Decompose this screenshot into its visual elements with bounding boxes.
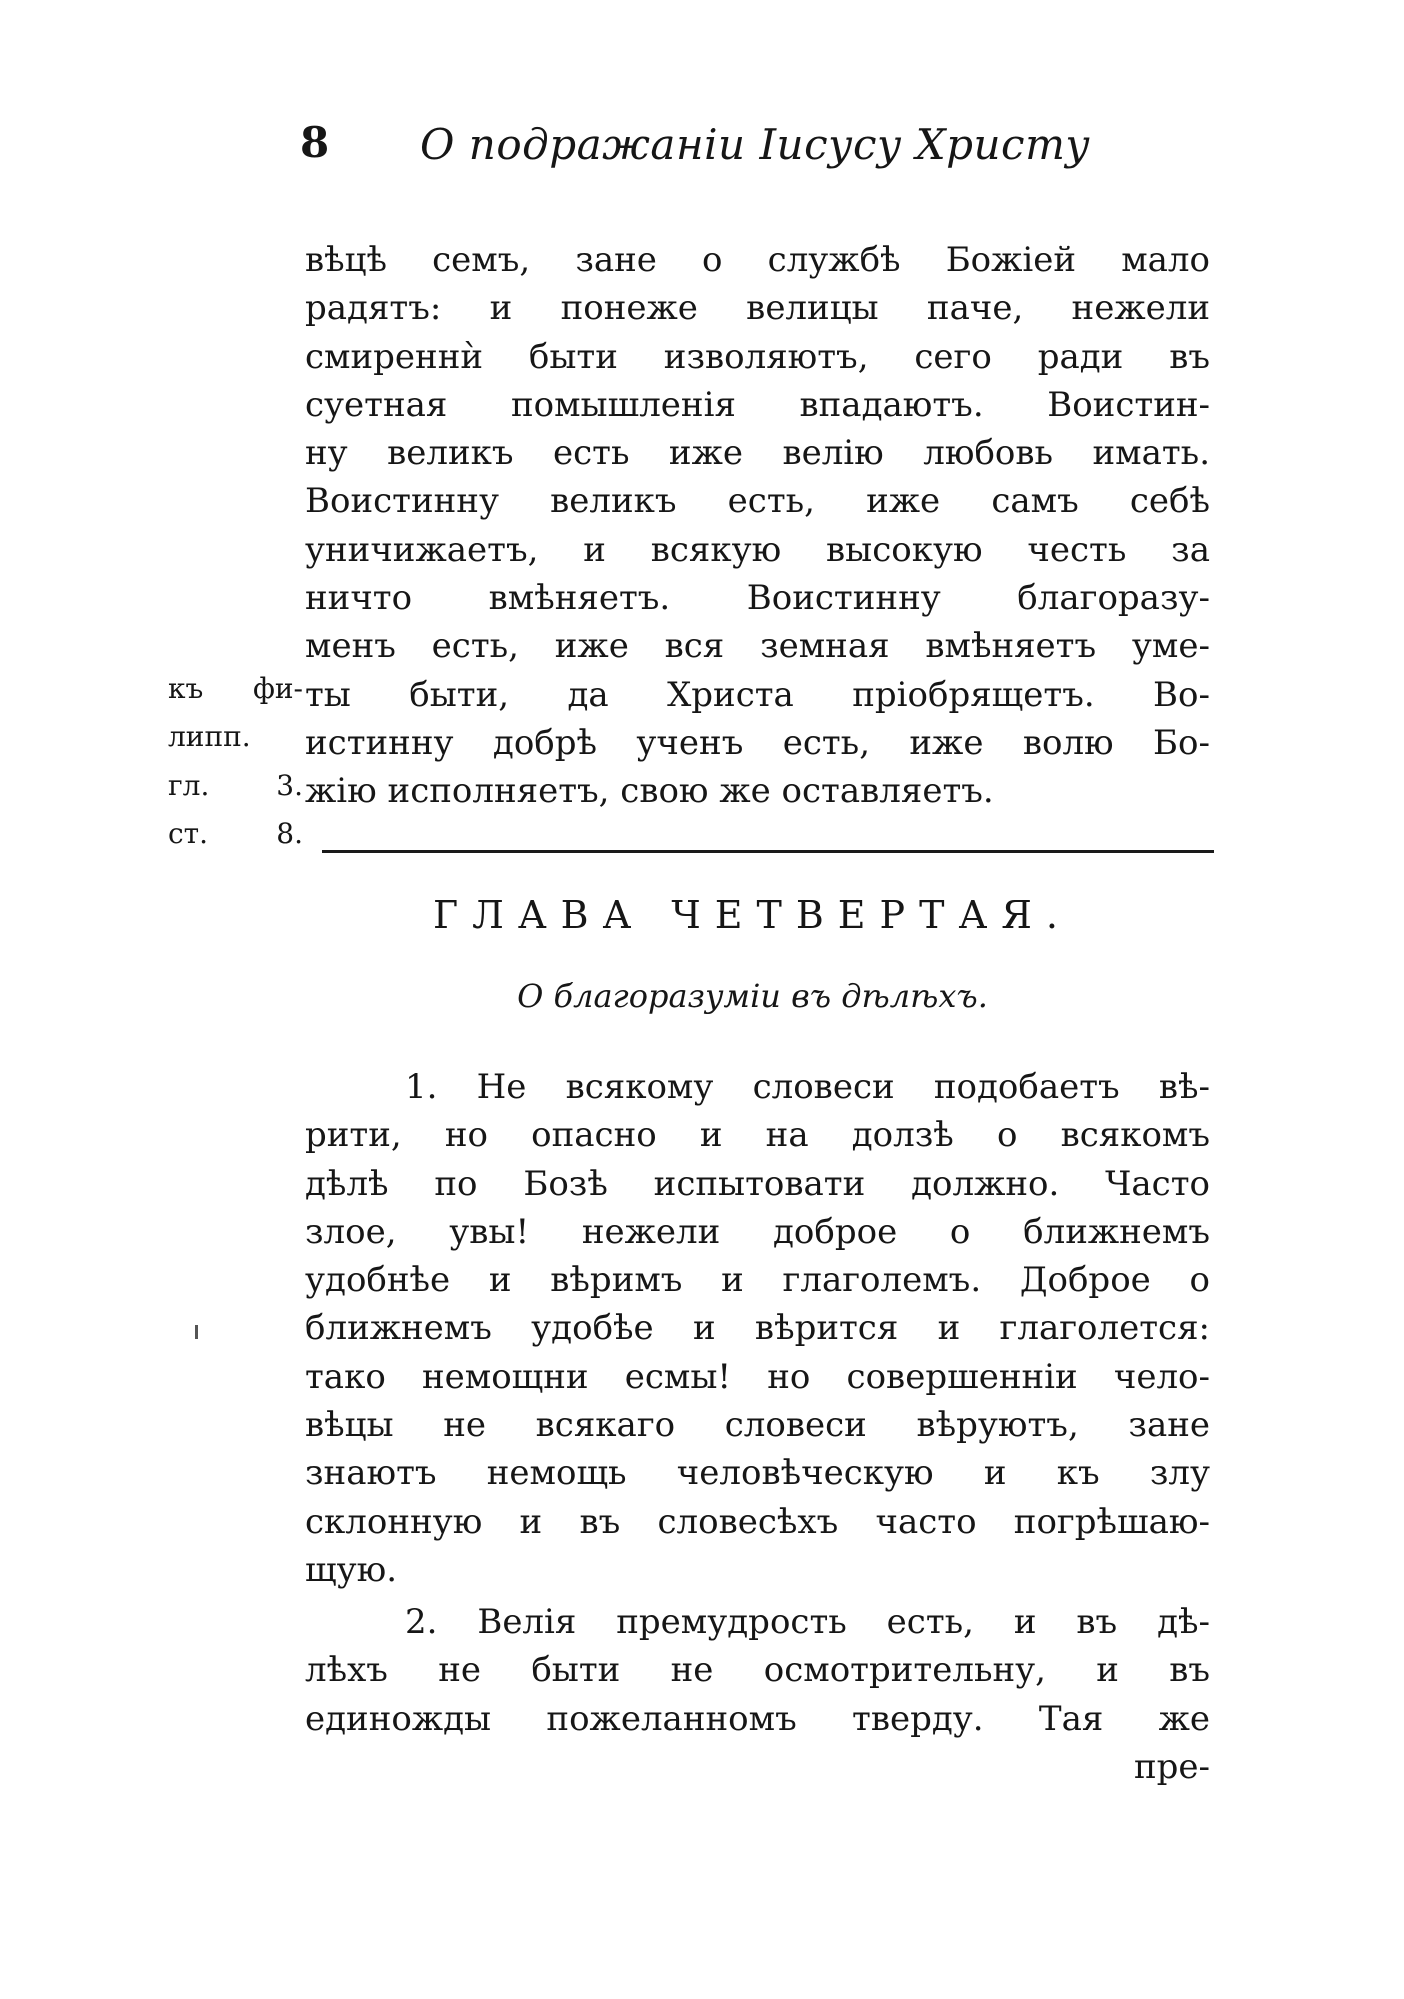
text-line: истинну добрѣ ученъ есть, иже волю Бо- — [305, 722, 1210, 763]
text-line: щую. — [305, 1549, 398, 1590]
text-line: рити, но опасно и на долзѣ о всякомъ — [305, 1115, 1210, 1156]
chapter-subtitle: О благоразуміи въ дѣлѣхъ. — [517, 977, 988, 1015]
text-line: ты быти, да Христа пріобрящетъ. Во- — [305, 674, 1210, 715]
text-line: Воистинну великъ есть, иже самъ себѣ — [305, 481, 1210, 522]
chapter-title: ГЛАВА ЧЕТВЕРТАЯ. — [432, 893, 1072, 937]
text-line: знаютъ немощь человѣческую и къ злу — [305, 1453, 1210, 1494]
stray-ink-mark — [195, 1325, 198, 1339]
text-line: радятъ: и понеже велицы паче, нежели — [305, 288, 1210, 329]
text-line: вѣцѣ семъ, зане о службѣ Божіей мало — [305, 240, 1210, 280]
text-line: дѣлѣ по Бозѣ испытовати должно. Часто — [305, 1163, 1210, 1204]
text-line: единожды пожеланномъ тверду. Тая же — [305, 1698, 1210, 1739]
margin-reference — [168, 665, 303, 858]
page-number: 8 — [300, 118, 330, 167]
continued-text — [305, 236, 1210, 816]
text-line: вѣцы не всякаго словеси вѣруютъ, зане — [305, 1405, 1210, 1446]
text-line: 2. Велія премудрость есть, и въ дѣ- — [405, 1602, 1210, 1642]
text-line: лѣхъ не быти не осмотрительну, и въ — [305, 1650, 1210, 1691]
paragraph-2 — [305, 1598, 1210, 1791]
margin-reference-line: липп. — [168, 720, 251, 754]
text-line: ничто вмѣняетъ. Воистинну благоразу- — [305, 578, 1210, 619]
text-line: смиреннѝ быти изволяютъ, сего ради въ — [305, 336, 1210, 377]
margin-reference-line: гл. 3. — [168, 768, 303, 802]
text-line: злое, увы! нежели доброе о ближнемъ — [305, 1211, 1210, 1252]
text-line: жію исполняетъ, свою же оставляетъ. — [305, 771, 994, 812]
text-line: тако немощни есмы! но совершенніи чело- — [305, 1356, 1210, 1397]
paragraph-1 — [305, 1063, 1210, 1594]
text-line: 1. Не всякому словеси подобаетъ вѣ- — [405, 1067, 1210, 1107]
text-line: уничижаетъ, и всякую высокую честь за — [305, 529, 1210, 570]
margin-reference-line: ст. 8. — [168, 816, 303, 850]
text-line: суетная помышленія впадаютъ. Воистин- — [305, 384, 1210, 425]
running-head — [300, 118, 1140, 178]
text-line: менъ есть, иже вся земная вмѣняетъ уме- — [305, 626, 1210, 667]
margin-reference-line: къ фи- — [168, 672, 303, 705]
text-line: удобнѣе и вѣримъ и глаголемъ. Доброе о — [305, 1260, 1210, 1301]
book-title: О подражаніи Іисусу Христу — [420, 120, 1091, 169]
section-divider — [322, 850, 1214, 853]
text-line: склонную и въ словесѣхъ часто погрѣшаю- — [305, 1501, 1210, 1542]
catchword: пре- — [1133, 1746, 1210, 1787]
text-line: ближнемъ удобѣе и вѣрится и глаголется: — [305, 1308, 1210, 1349]
text-line: ну великъ есть иже велію любовь имать. — [305, 433, 1210, 474]
